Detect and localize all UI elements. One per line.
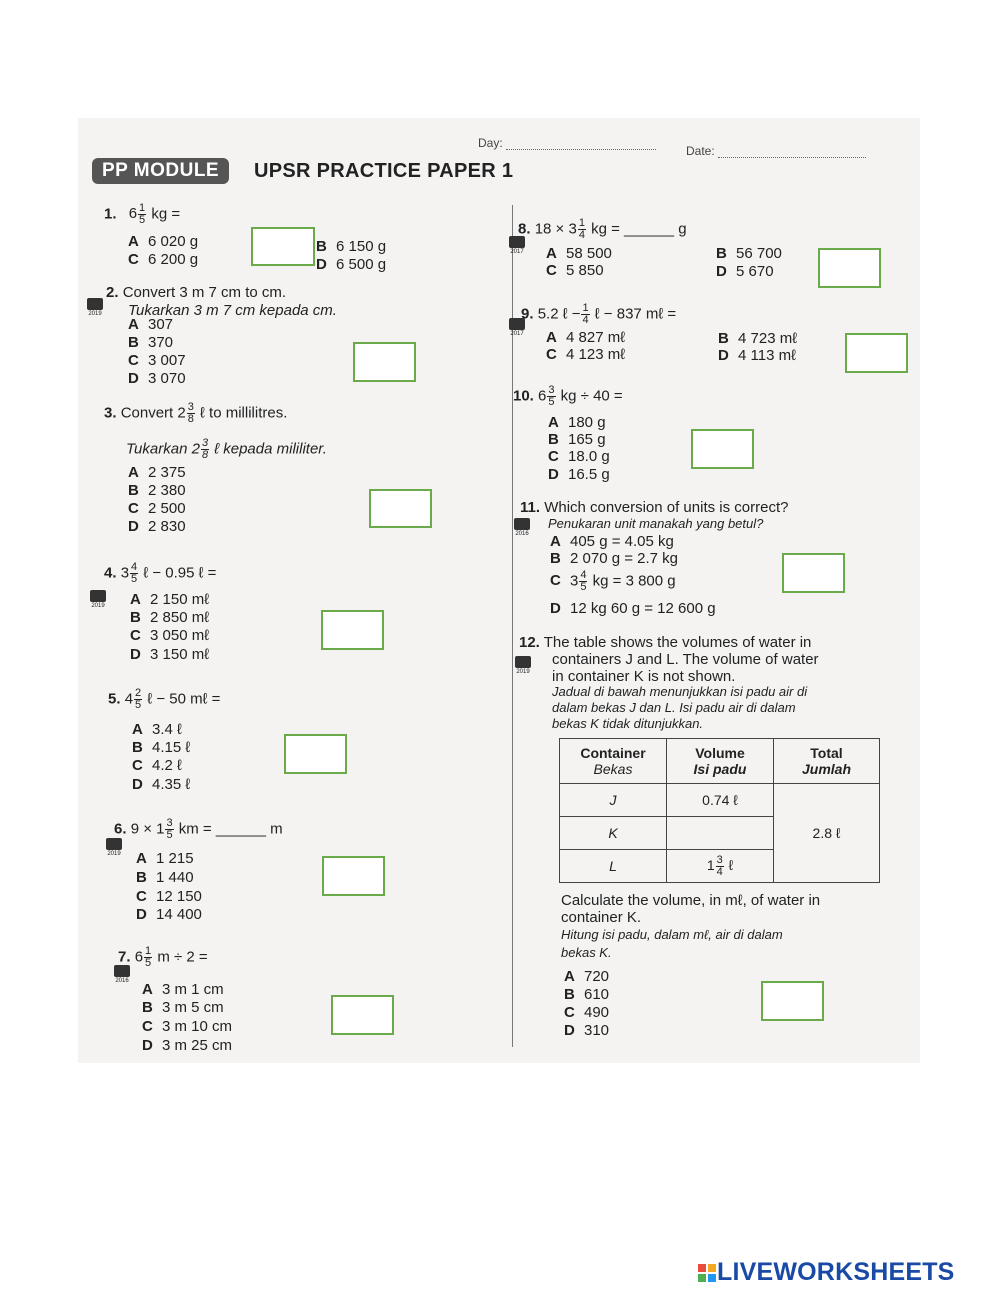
header-container: Container Bekas — [560, 739, 667, 784]
option-c: C 4 123 mℓ — [546, 346, 626, 363]
fraction: $\frac{1}{5}$ — [139, 202, 146, 226]
option-c: C 12 150 — [136, 888, 202, 905]
answer-box-q4[interactable] — [321, 610, 384, 650]
question-12-line2: containers J and L. The volume of water — [552, 651, 819, 668]
question-12-calc-2: container K. — [561, 909, 642, 926]
cell-volume-l: 1 $\frac{3}{4}$ ℓ — [667, 850, 774, 883]
option-c: C 6 200 g — [128, 251, 199, 268]
question-5: 5. 4 $\frac{2}{5}$ ℓ − 50 mℓ = — [108, 687, 221, 711]
cell-volume-k — [667, 817, 774, 850]
cell-volume-j: 0.74 ℓ — [667, 784, 774, 817]
question-2-malay: Tukarkan 3 m 7 cm kepada cm. — [128, 302, 337, 319]
day-field[interactable] — [478, 136, 656, 150]
option-d: D 3 150 mℓ — [130, 646, 210, 663]
question-10: 10. 6 $\frac{3}{5}$ kg ÷ 40 = — [513, 384, 623, 408]
option-b: B 610 — [564, 986, 610, 1003]
answer-box-q1[interactable] — [251, 227, 315, 266]
module-badge: PP MODULE — [92, 158, 229, 184]
option-a: A 3 m 1 cm — [142, 981, 224, 998]
fraction: $\frac{4}{5}$ — [580, 569, 587, 593]
option-d: D 6 500 g — [316, 256, 387, 273]
question-7: 7. 6 $\frac{1}{5}$ m ÷ 2 = — [118, 945, 208, 969]
question-12-calc-malay-1: Hitung isi padu, dalam mℓ, air di dalam — [561, 927, 783, 942]
day-label: Day: — [478, 136, 503, 150]
option-d: D 12 kg 60 g = 12 600 g — [550, 600, 716, 617]
fraction: $\frac{1}{4}$ — [578, 217, 585, 241]
fraction: $\frac{3}{8}$ — [187, 401, 194, 425]
option-c: C 18.0 g — [548, 448, 610, 465]
option-b: B 6 150 g — [316, 238, 387, 255]
option-a: A 1 215 — [136, 850, 194, 867]
option-d: D 5 670 — [716, 263, 774, 280]
cell-container-l: L — [560, 850, 667, 883]
upsr-clone-icon: 2019 — [106, 838, 122, 858]
option-a: A 2 375 — [128, 464, 186, 481]
answer-box-q3[interactable] — [369, 489, 432, 528]
option-a: A 6 020 g — [128, 233, 199, 250]
option-c: C 3 007 — [128, 352, 186, 369]
fraction: $\frac{1}{4}$ — [582, 302, 589, 326]
question-9: 9. 5.2 ℓ − $\frac{1}{4}$ ℓ − 837 mℓ = — [521, 302, 677, 326]
answer-box-q6[interactable] — [322, 856, 385, 896]
date-field[interactable] — [686, 144, 866, 158]
page-title: UPSR PRACTICE PAPER 1 — [254, 160, 514, 182]
question-3-malay: Tukarkan 2 $\frac{3}{8}$ ℓ kepada mililiter. — [126, 437, 327, 461]
answer-box-q12[interactable] — [761, 981, 824, 1021]
option-d: D 4 113 mℓ — [718, 347, 796, 364]
question-12-line3: in container K is not shown. — [552, 668, 736, 685]
option-b: B 2 070 g = 2.7 kg — [550, 550, 679, 567]
option-b: B 1 440 — [136, 869, 194, 886]
answer-box-q5[interactable] — [284, 734, 347, 774]
question-11: 11. Which conversion of units is correct? — [520, 499, 789, 516]
option-a: A 3.4 ℓ — [132, 721, 182, 738]
logo-grid-icon — [697, 1263, 717, 1283]
question-3: 3. Convert 2 $\frac{3}{8}$ ℓ to millilitres. — [104, 401, 288, 425]
logo-text: LIVEWORKSHEETS — [717, 1258, 955, 1286]
option-d: D 3 m 25 cm — [142, 1037, 233, 1054]
option-c: C 5 850 — [546, 262, 604, 279]
upsr-clone-icon: 2019 — [90, 590, 106, 610]
answer-box-q8[interactable] — [818, 248, 881, 288]
liveworksheets-logo — [697, 1258, 955, 1287]
option-c: C 4.2 ℓ — [132, 757, 182, 774]
option-b: B 4 723 mℓ — [718, 330, 798, 347]
option-d: D 2 830 — [128, 518, 186, 535]
option-b: B 56 700 — [716, 245, 782, 262]
header-total: Total Jumlah — [774, 739, 880, 784]
option-d: D 310 — [564, 1022, 610, 1039]
question-1: 1. 6 $\frac{1}{5}$ kg = — [104, 202, 181, 226]
question-12: 12. The table shows the volumes of water in — [519, 634, 812, 651]
answer-box-q10[interactable] — [691, 429, 754, 469]
question-6: 6. 9 × 1 $\frac{3}{5}$ km = ______ m — [114, 817, 283, 841]
upsr-clone-icon: 2019 — [87, 298, 103, 318]
upsr-clone-icon: 2017 — [509, 318, 525, 338]
option-b: B 165 g — [548, 431, 606, 448]
question-12-malay-3: bekas K tidak ditunjukkan. — [552, 716, 704, 731]
upsr-clone-icon: 2019 — [515, 656, 531, 676]
upsr-clone-icon: 2016 — [514, 518, 530, 538]
option-b: B 370 — [128, 334, 174, 351]
question-8: 8. 18 × 3 $\frac{1}{4}$ kg = ______ g — [518, 217, 687, 241]
question-12-malay-1: Jadual di bawah menunjukkan isi padu air di — [552, 684, 808, 699]
upsr-clone-icon: 2016 — [114, 965, 130, 985]
question-4: 4. 3 $\frac{4}{5}$ ℓ − 0.95 ℓ = — [104, 561, 217, 585]
option-d: D 4.35 ℓ — [132, 776, 191, 793]
option-b: B 4.15 ℓ — [132, 739, 191, 756]
volume-table — [559, 738, 880, 883]
option-a: A 180 g — [548, 414, 606, 431]
upsr-clone-icon: 2017 — [509, 236, 525, 256]
fraction: $\frac{4}{5}$ — [131, 561, 138, 585]
option-b: B 2 850 mℓ — [130, 609, 210, 626]
answer-box-q9[interactable] — [845, 333, 908, 373]
option-c: C 3 m 10 cm — [142, 1018, 233, 1035]
question-12-calc-malay-2: bekas K. — [561, 945, 612, 960]
cell-container-k: K — [560, 817, 667, 850]
option-c: C 3 $\frac{4}{5}$ kg = 3 800 g — [550, 569, 676, 593]
fraction: $\frac{1}{5}$ — [145, 945, 152, 969]
option-a: A 2 150 mℓ — [130, 591, 210, 608]
header-volume: Volume Isi padu — [667, 739, 774, 784]
option-c: C 3 050 mℓ — [130, 627, 210, 644]
option-a: A 307 — [128, 316, 174, 333]
option-d: D 16.5 g — [548, 466, 610, 483]
answer-box-q11[interactable] — [782, 553, 845, 593]
option-a: A 405 g = 4.05 kg — [550, 533, 674, 550]
question-12-malay-2: dalam bekas J dan L. Isi padu air di dalam — [552, 700, 796, 715]
option-b: B 2 380 — [128, 482, 186, 499]
fraction: $\frac{2}{5}$ — [135, 687, 142, 711]
option-d: D 3 070 — [128, 370, 186, 387]
question-11-malay: Penukaran unit manakah yang betul? — [548, 516, 764, 531]
answer-box-q7[interactable] — [331, 995, 394, 1035]
fraction: $\frac{3}{8}$ — [201, 437, 209, 461]
fraction: $\frac{3}{4}$ — [716, 853, 723, 878]
option-c: C 2 500 — [128, 500, 186, 517]
answer-box-q2[interactable] — [353, 342, 416, 382]
cell-container-j: J — [560, 784, 667, 817]
option-d: D 14 400 — [136, 906, 202, 923]
option-a: A 720 — [564, 968, 610, 985]
option-c: C 490 — [564, 1004, 610, 1021]
question-2: 2. Convert 3 m 7 cm to cm. — [106, 284, 287, 301]
fraction: $\frac{3}{5}$ — [548, 384, 555, 408]
option-b: B 3 m 5 cm — [142, 999, 224, 1016]
option-a: A 58 500 — [546, 245, 612, 262]
fraction: $\frac{3}{5}$ — [166, 817, 173, 841]
cell-total: 2.8 ℓ — [774, 784, 880, 883]
question-12-calc-1: Calculate the volume, in mℓ, of water in — [561, 892, 821, 909]
date-label: Date: — [686, 144, 715, 158]
option-a: A 4 827 mℓ — [546, 329, 626, 346]
